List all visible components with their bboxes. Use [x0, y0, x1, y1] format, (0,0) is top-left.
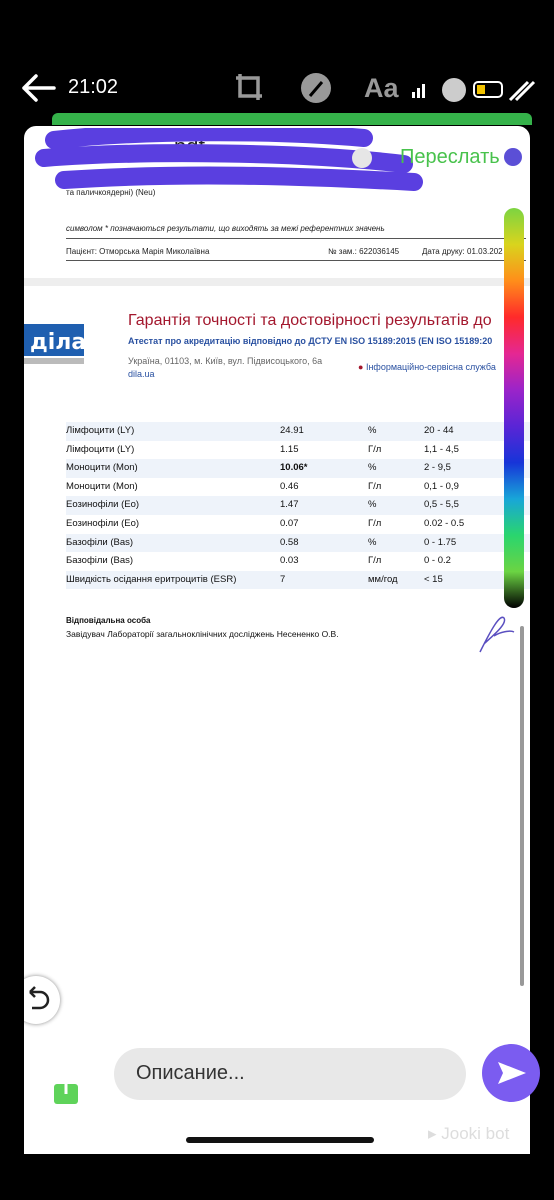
signature — [470, 608, 520, 656]
accreditation-text: Атестат про акредитацію відповідно до ДСТУ EN ISO 15189:2015 (EN ISO 15189:20 — [128, 336, 493, 346]
info-icon: ● — [358, 362, 364, 372]
cell-ref: 0 - 0.2 — [424, 555, 451, 567]
divider — [66, 238, 526, 239]
cell-ref: 0,1 - 0,9 — [424, 480, 459, 492]
top-toolbar — [0, 0, 554, 120]
clock: 21:02 — [68, 76, 119, 98]
patient-name: Пацієнт: Отморська Марія Миколаївна — [66, 247, 210, 256]
cell-value: 24.91 — [280, 425, 304, 436]
cell-ref: 20 - 44 — [424, 425, 454, 436]
lab-logo-icon — [24, 320, 86, 366]
cell-unit: мм/год — [368, 573, 398, 585]
responsible-label: Відповідальна особа — [66, 616, 151, 625]
cell-name: Еозинофіли (Eo) — [66, 499, 140, 511]
table-row — [66, 422, 530, 441]
cell-name: Базофіли (Bas) — [66, 555, 134, 567]
bot-label: ▸ Jooki bot — [428, 1124, 510, 1143]
color-picker-bar[interactable] — [504, 208, 524, 608]
cell-name: Лімфоцити (LY) — [66, 443, 135, 455]
cell-unit: Г/л — [368, 443, 382, 455]
svg-text:ділa: ділa — [30, 330, 86, 355]
share-icon[interactable] — [48, 1072, 84, 1108]
draw-icon[interactable] — [298, 70, 334, 106]
address-text: Україна, 01103, м. Київ, вул. Підвисоцького, 6а — [128, 356, 323, 366]
caption-placeholder: Описание... — [136, 1062, 245, 1084]
document-preview — [24, 126, 530, 1154]
lab-title: Гарантія точності та достовірності результатів до — [128, 312, 492, 329]
chevron-down-icon[interactable] — [352, 148, 372, 168]
cell-value: 0.07 — [280, 517, 299, 529]
green-strip — [52, 113, 532, 125]
info-service-text — [358, 362, 496, 372]
results-table — [66, 422, 530, 589]
top-row-text: та паличкоядерні) (Neu) — [66, 188, 156, 197]
page-separator — [24, 278, 530, 286]
cell-name: Еозинофіли (Eo) — [66, 517, 140, 529]
cell-name: Лімфоцити (LY) — [66, 425, 135, 436]
cell-value: 0.03 — [280, 555, 299, 567]
cell-value: 0.46 — [280, 480, 299, 492]
cell-value: 1.15 — [280, 443, 299, 455]
note-text: символом * позначаються результати, що виходять за межі референтних значень — [66, 224, 385, 233]
undo-icon — [24, 976, 60, 1024]
send-icon — [482, 1044, 540, 1102]
website-text: dila.ua — [128, 369, 155, 379]
print-date: Дата друку: 01.03.202 — [422, 247, 503, 256]
table-row — [66, 478, 530, 497]
table-row — [66, 571, 530, 590]
text-tool-button[interactable]: Aa — [364, 73, 399, 103]
cell-ref: 2 - 9,5 — [424, 462, 451, 474]
cell-value: 7 — [280, 573, 286, 585]
cell-name: Базофіли (Bas) — [66, 536, 134, 548]
cell-value: 10.06* — [280, 462, 308, 474]
order-number: № зам.: 622036145 — [328, 247, 400, 256]
undo-button[interactable] — [24, 976, 60, 1024]
status-icons — [410, 76, 540, 104]
cell-value: 0.58 — [280, 536, 299, 548]
cell-unit: % — [368, 462, 377, 474]
options-dot-icon[interactable] — [504, 148, 522, 166]
table-row — [66, 459, 530, 478]
table-row — [66, 534, 530, 553]
table-row — [66, 515, 530, 534]
cell-unit: Г/л — [368, 480, 382, 492]
cell-value: 1.47 — [280, 499, 299, 511]
table-row — [66, 552, 530, 571]
cell-unit: % — [368, 499, 377, 511]
cell-name: Швидкість осідання еритроцитів (ESR) — [66, 573, 237, 585]
home-indicator — [186, 1137, 374, 1143]
cell-unit: % — [368, 425, 377, 436]
cell-name: Моноцити (Mon) — [66, 480, 138, 492]
bot-name: Jooki bot — [441, 1124, 510, 1143]
table-row — [66, 441, 530, 460]
send-button[interactable] — [482, 1044, 540, 1102]
info-service-label: Інформаційно-сервісна служба — [365, 362, 496, 372]
caption-input[interactable] — [114, 1048, 466, 1100]
cell-unit: Г/л — [368, 517, 382, 529]
cell-ref: 0 - 1.75 — [424, 536, 457, 548]
scrollbar[interactable] — [520, 626, 524, 986]
divider — [66, 260, 526, 261]
forward-button[interactable]: Переслать — [400, 146, 500, 168]
cell-ref: 0,5 - 5,5 — [424, 499, 459, 511]
cell-ref: 0.02 - 0.5 — [424, 517, 465, 529]
cell-ref: < 15 — [424, 573, 443, 585]
table-row — [66, 496, 530, 515]
cell-ref: 1,1 - 4,5 — [424, 443, 459, 455]
cell-name: Моноцити (Mon) — [66, 462, 138, 474]
cell-unit: Г/л — [368, 555, 382, 567]
document-name: pdf — [174, 134, 205, 159]
cell-unit: % — [368, 536, 377, 548]
responsible-name: Завідувач Лабораторії загальноклінічних досліджень Несененко О.В. — [66, 629, 339, 639]
back-arrow-icon[interactable] — [18, 70, 58, 106]
crop-icon[interactable] — [232, 70, 268, 106]
